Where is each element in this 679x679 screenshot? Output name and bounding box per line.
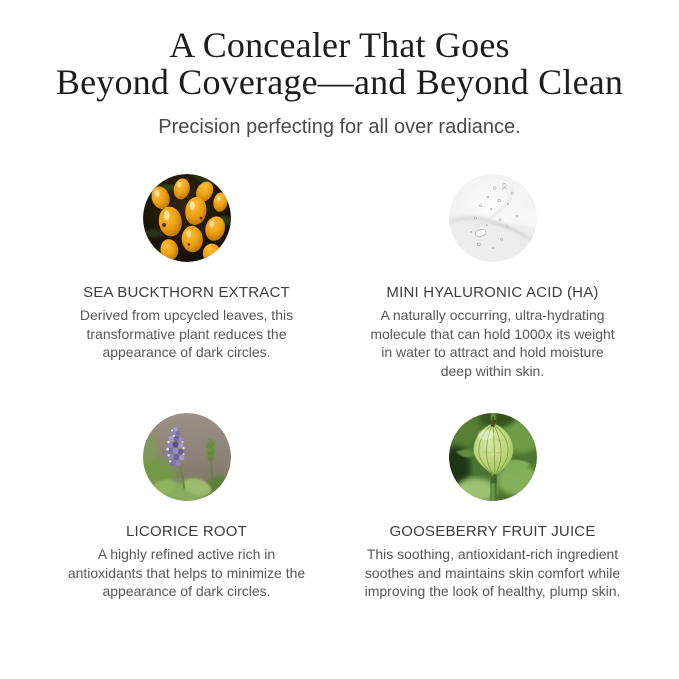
page-subtitle: Precision perfecting for all over radiance. [158, 116, 521, 138]
ingredient-grid [0, 174, 679, 601]
ingredient-card-gooseberry [340, 413, 646, 601]
ingredient-card-sea-buckthorn [34, 174, 340, 380]
sea-buckthorn-berries-illustration [143, 174, 231, 262]
ingredient-description: A naturally occurring, ultra-hydrating molecule that can hold 1000x its weight in water to attract and hold moisture deep within skin. [370, 307, 615, 379]
page-title [0, 27, 679, 101]
hyaluronic-acid-photo [449, 174, 537, 262]
gooseberry-photo [449, 413, 537, 501]
ingredient-card-licorice-root [34, 413, 340, 601]
ingredient-card-hyaluronic-acid [340, 174, 646, 380]
ingredient-name: LICORICE ROOT [126, 523, 247, 540]
clear-gel-illustration [449, 174, 537, 262]
ingredient-description: A highly refined active rich in antioxidants that helps to minimize the appearance of dark circles. [67, 546, 306, 599]
ingredient-description: This soothing, antioxidant-rich ingredient soothes and maintains skin comfort while improving the look of healthy, plump skin. [364, 546, 621, 599]
title-line-1: A Concealer That Goes [169, 25, 510, 65]
header [0, 27, 679, 139]
sea-buckthorn-photo [143, 174, 231, 262]
gooseberry-husk-illustration [449, 413, 537, 501]
ingredient-description: Derived from upcycled leaves, this transformative plant reduces the appearance of dark circles. [79, 307, 294, 360]
licorice-flower-illustration [143, 413, 231, 501]
ingredient-name: SEA BUCKTHORN EXTRACT [83, 284, 290, 301]
title-line-2: Beyond Coverage—and Beyond Clean [55, 62, 624, 102]
licorice-root-photo [143, 413, 231, 501]
ingredient-name: MINI HYALURONIC ACID (HA) [386, 284, 599, 301]
ingredient-name: GOOSEBERRY FRUIT JUICE [389, 523, 596, 540]
